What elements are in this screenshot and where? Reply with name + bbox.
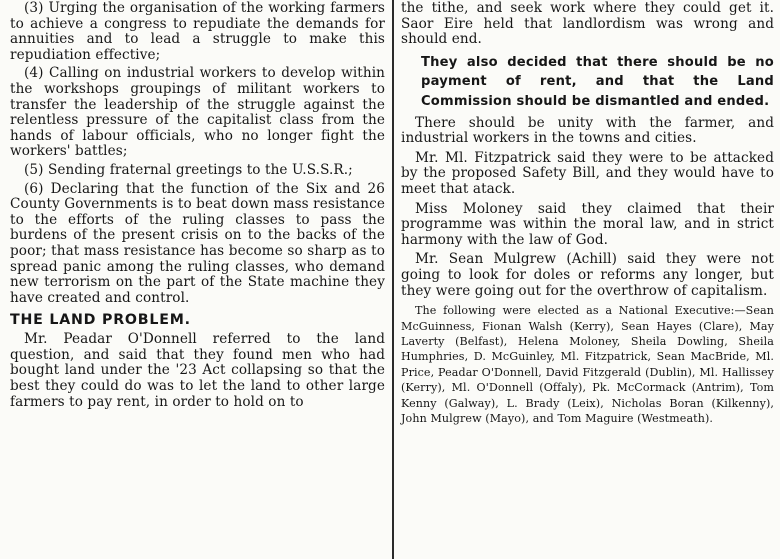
continuation-paragraph: the tithe, and seek work where they could get it. Saor Eire held that landlordism was wrong and should end. — [401, 0, 774, 48]
unity-paragraph: There should be unity with the farmer, and industrial workers in the towns and cities. — [401, 114, 774, 147]
mulgrew-paragraph: Mr. Sean Mulgrew (Achill) said they were not going to look for doles or reforms any longer, but they were going out for the overthrow of capitalism. — [401, 251, 774, 299]
land-problem-heading: THE LAND PROBLEM. — [10, 312, 191, 329]
right-column — [393, 0, 780, 559]
resolution-5-paragraph: (5) Sending fraternal greetings to the U.S.S.R.; — [24, 161, 353, 178]
rent-decision-paragraph: They also decided that there should be no payment of rent, and that the Land Commission should be dismantled and ended. — [421, 54, 774, 109]
fitzpatrick-paragraph: Mr. Ml. Fitzpatrick said they were to be attacked by the proposed Safety Bill, and they would have to meet that atack. — [401, 149, 774, 197]
national-executive-paragraph: The following were elected as a National Executive:—Sean McGuinness, Fionan Walsh (Kerry), Sean Hayes (Clare), May Laverty (Belfast), Helena Moloney, Sheila Dowling, Sheila Humphries, D. McGuinley, Ml. Fitzpatrick, Sean MacBride, Ml. Price, Peadar O'Donnell, David Fitzgerald (Dublin), Ml. Hallissey (Kerry), Ml. O'Donnell (Offaly), Pk. McCormack (Antrim), Tom Kenny (Galway), L. Brady (Leix), Nicholas Boran (Kilkenny), John Mulgrew (Mayo), and Tom Maguire (Westmeath). — [401, 304, 774, 425]
land-question-paragraph: Mr. Peadar O'Donnell referred to the land question, and said that they found men who had bought land under the '23 Act collapsing so that the best they could do was to let the land to other large farmers to pay rent, in order to hold on to — [10, 331, 385, 410]
resolution-6-paragraph: (6) Declaring that the function of the Six and 26 County Governments is to beat down mass resistance to the efforts of the ruling classes to pass the burdens of the present crisis on to the backs of the poor; that mass resistance has become so sharp as to spread panic among the ruling classes, who demand new terrorism on the part of the State machine they have created and control. — [10, 180, 385, 306]
resolution-3-paragraph: (3) Urging the organisation of the working farmers to achieve a congress to repudiate the demands for annuities and to lead a struggle to make this repudiation effective; — [10, 0, 385, 63]
moloney-paragraph: Miss Moloney said they claimed that their programme was within the moral law, and in strict harmony with the law of God. — [401, 200, 774, 248]
resolution-4-paragraph: (4) Calling on industrial workers to develop within the workshops groupings of militant workers to transfer the leadership of the struggle against the relentless pressure of the capitalist class from the hands of labour officials, who no longer fight the workers' battles; — [10, 65, 385, 160]
